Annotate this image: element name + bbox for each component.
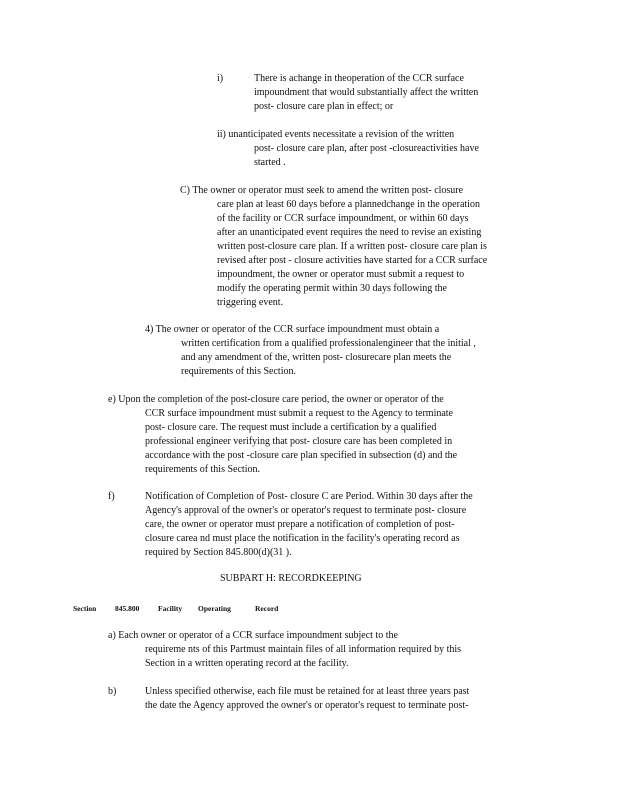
item-b-text — [145, 685, 469, 713]
item-b-line: Unless specified otherwise, each file must be retained for at least three years past — [145, 686, 470, 697]
item-i-line: impoundment that would substantially affect the written — [254, 87, 479, 98]
item-c-line: care plan at least 60 days before a plannedchange in the operation — [217, 199, 480, 210]
item-b-line: the date the Agency approved the owner's or operator's request to terminate post- — [145, 700, 469, 711]
section-title-word: Facility — [158, 604, 183, 613]
item-a-text — [108, 629, 461, 671]
item-i-text — [254, 72, 478, 114]
item-c-text — [180, 184, 487, 310]
section-number: 845.800 — [115, 604, 140, 613]
item-a-line: a) Each owner or operator of a CCR surface impoundment subject to the — [108, 630, 398, 641]
item-b-label: b) — [108, 686, 117, 697]
item-c-line: written post-closure care plan. If a written post- closure care plan is — [217, 241, 487, 252]
item-ii-line: ii) unanticipated events necessitate a revision of the written — [217, 129, 455, 140]
item-ii-line: started . — [254, 157, 286, 168]
item-e-text — [108, 393, 457, 477]
item-f-text — [145, 490, 473, 560]
item-e-line: post- closure care. The request must include a certification by a qualified — [145, 422, 437, 433]
item-c-line: of the facility or CCR surface impoundment, or within 60 days — [217, 213, 469, 224]
item-f-line: Agency's approval of the owner's or operator's request to terminate post- closure — [145, 505, 467, 516]
section-title-word: Record — [255, 604, 279, 613]
item-4-line: written certification from a qualified professionalengineer that the initial , — [181, 338, 476, 349]
item-i-label: i) — [217, 73, 224, 84]
item-c-line: impoundment, the owner or operator must submit a request to — [217, 269, 465, 280]
item-f-line: closure carea nd must place the notification in the facility's operating record as — [145, 533, 460, 544]
item-c-line: modify the operating permit within 30 days following the — [217, 283, 447, 294]
item-4-text — [145, 323, 476, 379]
item-f-line: care, the owner or operator must prepare a notification of completion of post- — [145, 519, 455, 530]
item-4-line: requirements of this Section. — [181, 366, 296, 377]
item-c-line: C) The owner or operator must seek to amend the written post- closure — [180, 185, 464, 196]
item-f-line: Notification of Completion of Post- closure C are Period. Within 30 days after the — [145, 491, 473, 502]
item-i-line: post- closure care plan in effect; or — [254, 101, 394, 112]
section-label: Section — [73, 604, 97, 613]
item-f-line: required by Section 845.800(d)(31 ). — [145, 547, 292, 558]
item-e-line: e) Upon the completion of the post-closure care period, the owner or operator of the — [108, 394, 444, 405]
item-e-line: accordance with the post -closure care plan specified in subsection (d) and the — [145, 450, 458, 461]
item-f-label: f) — [108, 491, 115, 502]
section-title-word: Operating — [198, 604, 231, 613]
item-c-line: revised after post - closure activities have started for a CCR surface — [217, 255, 488, 266]
item-e-line: professional engineer verifying that post- closure care has been completed in — [145, 436, 453, 447]
item-e-line: CCR surface impoundment must submit a request to the Agency to terminate — [145, 408, 453, 419]
subpart-heading: SUBPART H: RECORDKEEPING — [220, 573, 362, 584]
item-i-line: There is achange in theoperation of the CCR surface — [254, 73, 464, 84]
item-c-line: triggering event. — [217, 297, 284, 308]
item-a-line: Section in a written operating record at the facility. — [145, 658, 349, 669]
item-4-line: and any amendment of the, written post- closurecare plan meets the — [181, 352, 452, 363]
item-4-line: 4) The owner or operator of the CCR surface impoundment must obtain a — [145, 324, 440, 335]
item-ii-text — [217, 128, 479, 170]
item-ii-line: post- closure care plan, after post -closureactivities have — [254, 143, 479, 154]
item-e-line: requirements of this Section. — [145, 464, 260, 475]
item-c-line: after an unanticipated event requires the need to revise an existing — [217, 227, 482, 238]
item-a-line: requireme nts of this Partmust maintain files of all information required by this — [145, 644, 462, 655]
